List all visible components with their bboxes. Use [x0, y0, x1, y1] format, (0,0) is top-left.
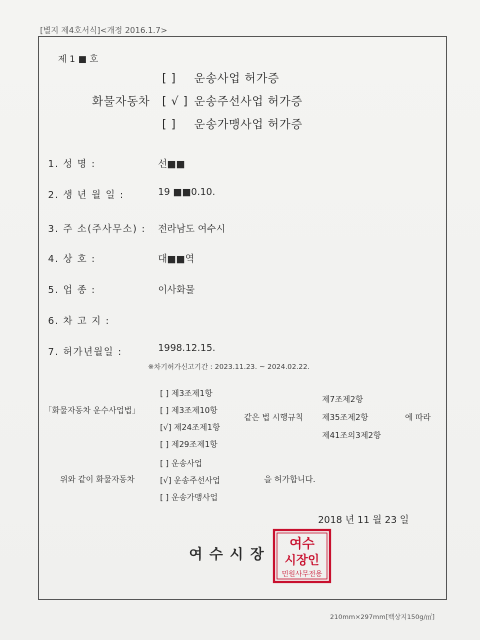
seal-text-bottom: 민원사무전용 [281, 570, 323, 578]
law-checkbox-label: 제29조제1항 [171, 440, 218, 449]
grant-checkbox-mark: [ ] [160, 493, 169, 502]
law-checkbox-item [160, 402, 220, 419]
heading-option-transport [162, 70, 279, 86]
field-value-address: 전라남도 여수시 [158, 224, 226, 235]
law-rule-3: 제41조의3제2항 [322, 431, 381, 440]
grant-checkbox-item [160, 455, 220, 472]
law-checkbox-label: 제24조제1항 [173, 423, 221, 432]
seal-text-mid: 시장인 [284, 553, 320, 567]
field-value-birthdate: 19 ■■0.10. [158, 187, 216, 198]
paper-spec-note: 210mm×297mm[백상지150g/㎡] [330, 613, 435, 621]
law-checkbox-label: 제3조제10항 [171, 406, 218, 415]
field-label-business-name: 4. 상 호 : [48, 254, 96, 265]
heading-option-label: 운송가맹사업 허가증 [194, 117, 303, 131]
grant-lead: 위와 같이 화물자동차 [60, 475, 135, 484]
heading-option-label: 운송주선사업 허가증 [194, 94, 303, 108]
field-label-business-type: 5. 업 종 : [48, 285, 96, 296]
issuer-name: 여 수 시 장 [189, 547, 265, 563]
grant-checkbox-item [160, 472, 220, 489]
official-seal-icon [264, 528, 336, 584]
law-checkbox-item [160, 419, 220, 436]
law-checkbox-mark: [√] [160, 423, 172, 432]
law-checkbox-mark: [ ] [160, 440, 169, 449]
seal-text-top: 여수 [289, 537, 315, 552]
field-label-address: 3. 주 소(주사무소) : [48, 224, 146, 235]
field-label-garage: 6. 차 고 지 : [48, 316, 110, 327]
renewal-note: ※차기허가신고기간 : 2023.11.23. ~ 2024.02.22. [148, 363, 310, 371]
law-checkbox-mark: [ ] [160, 389, 169, 398]
field-label-birthdate: 2. 생 년 월 일 : [48, 190, 125, 201]
grant-checkbox-list [160, 455, 220, 506]
field-value-permit-date: 1998.12.15. [158, 343, 216, 354]
law-tail: 에 따라 [405, 413, 431, 422]
heading-option-franchise [162, 116, 303, 132]
grant-checkbox-item [160, 489, 220, 506]
law-checkbox-list [160, 385, 220, 453]
heading-option-brokerage [162, 93, 303, 109]
heading-option-mark: [ ] [162, 71, 177, 85]
law-rule-1: 제7조제2항 [322, 395, 364, 404]
field-label-name: 1. 성 명 : [48, 159, 96, 170]
grant-checkbox-label: 운송가맹사업 [171, 493, 218, 502]
heading-prefix: 화물자동차 [92, 94, 151, 108]
field-value-business-name: 대■■역 [158, 254, 195, 265]
law-checkbox-item [160, 385, 220, 402]
law-checkbox-mark: [ ] [160, 406, 169, 415]
law-middle: 같은 법 시행규칙 [244, 413, 304, 422]
field-label-permit-date: 7. 허가년월일 : [48, 347, 123, 358]
grant-checkbox-label: 운송주선사업 [173, 476, 221, 485]
grant-checkbox-mark: [ ] [160, 459, 169, 468]
law-act: 「화물자동차 운수사업법」 [44, 406, 140, 415]
law-checkbox-item [160, 436, 220, 453]
grant-tail: 을 허가합니다. [264, 475, 316, 484]
field-value-name: 선■■ [158, 159, 186, 170]
heading-option-mark: [ ] [162, 117, 177, 131]
heading-option-mark: [ √ ] [162, 94, 189, 108]
law-rule-2: 제35조제2항 [322, 413, 369, 422]
field-value-business-type: 이사화물 [158, 285, 195, 296]
law-checkbox-label: 제3조제1항 [171, 389, 213, 398]
issue-date: 2018 년 11 월 23 일 [318, 515, 409, 526]
form-code: [별지 제4호서식]<개정 2016.1.7> [40, 26, 168, 35]
heading-option-label: 운송사업 허가증 [194, 71, 280, 85]
serial-number: 제 1 ■ 호 [58, 55, 99, 65]
grant-checkbox-label: 운송사업 [171, 459, 203, 468]
grant-checkbox-mark: [√] [160, 476, 172, 485]
